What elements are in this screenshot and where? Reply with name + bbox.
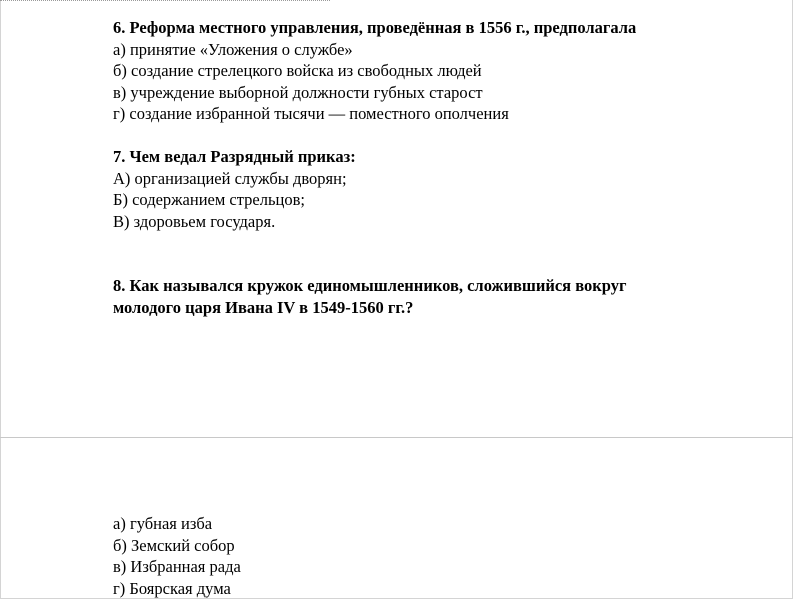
question-6-option-c: в) учреждение выборной должности губных старост bbox=[113, 82, 483, 102]
question-6-option-b: б) создание стрелецкого войска из свободных людей bbox=[113, 61, 482, 80]
question-8-option-a: а) губная изба bbox=[113, 514, 213, 533]
previous-page-edge bbox=[0, 0, 330, 3]
question-6-option-d: г) создание избранной тысячи — поместного ополчения bbox=[113, 104, 509, 123]
question-8 bbox=[113, 275, 753, 318]
question-7-title: 7. Чем ведал Разрядный приказ: bbox=[113, 147, 356, 166]
question-7-option-b: Б) содержанием стрельцов; bbox=[113, 190, 305, 209]
question-7 bbox=[113, 146, 753, 232]
question-8-option-c: в) Избранная рада bbox=[113, 557, 241, 576]
question-7-option-c: В) здоровьем государя. bbox=[113, 211, 276, 231]
question-8-options bbox=[113, 513, 753, 599]
question-8-title-line-2: молодого царя Ивана IV в 1549-1560 гг.? bbox=[113, 297, 414, 317]
question-6-option-a: а) принятие «Уложения о службе» bbox=[113, 39, 353, 59]
question-8-option-d: г) Боярская дума bbox=[113, 578, 231, 598]
question-8-option-b: б) Земский собор bbox=[113, 535, 235, 555]
page-break-divider bbox=[0, 437, 793, 438]
question-6 bbox=[113, 17, 753, 125]
question-6-title: 6. Реформа местного управления, проведённая в 1556 г., предполагала bbox=[113, 18, 637, 37]
question-7-option-a: А) организацией службы дворян; bbox=[113, 168, 347, 188]
question-8-title-line-1: 8. Как назывался кружок единомышленников, сложившийся вокруг bbox=[113, 276, 627, 295]
